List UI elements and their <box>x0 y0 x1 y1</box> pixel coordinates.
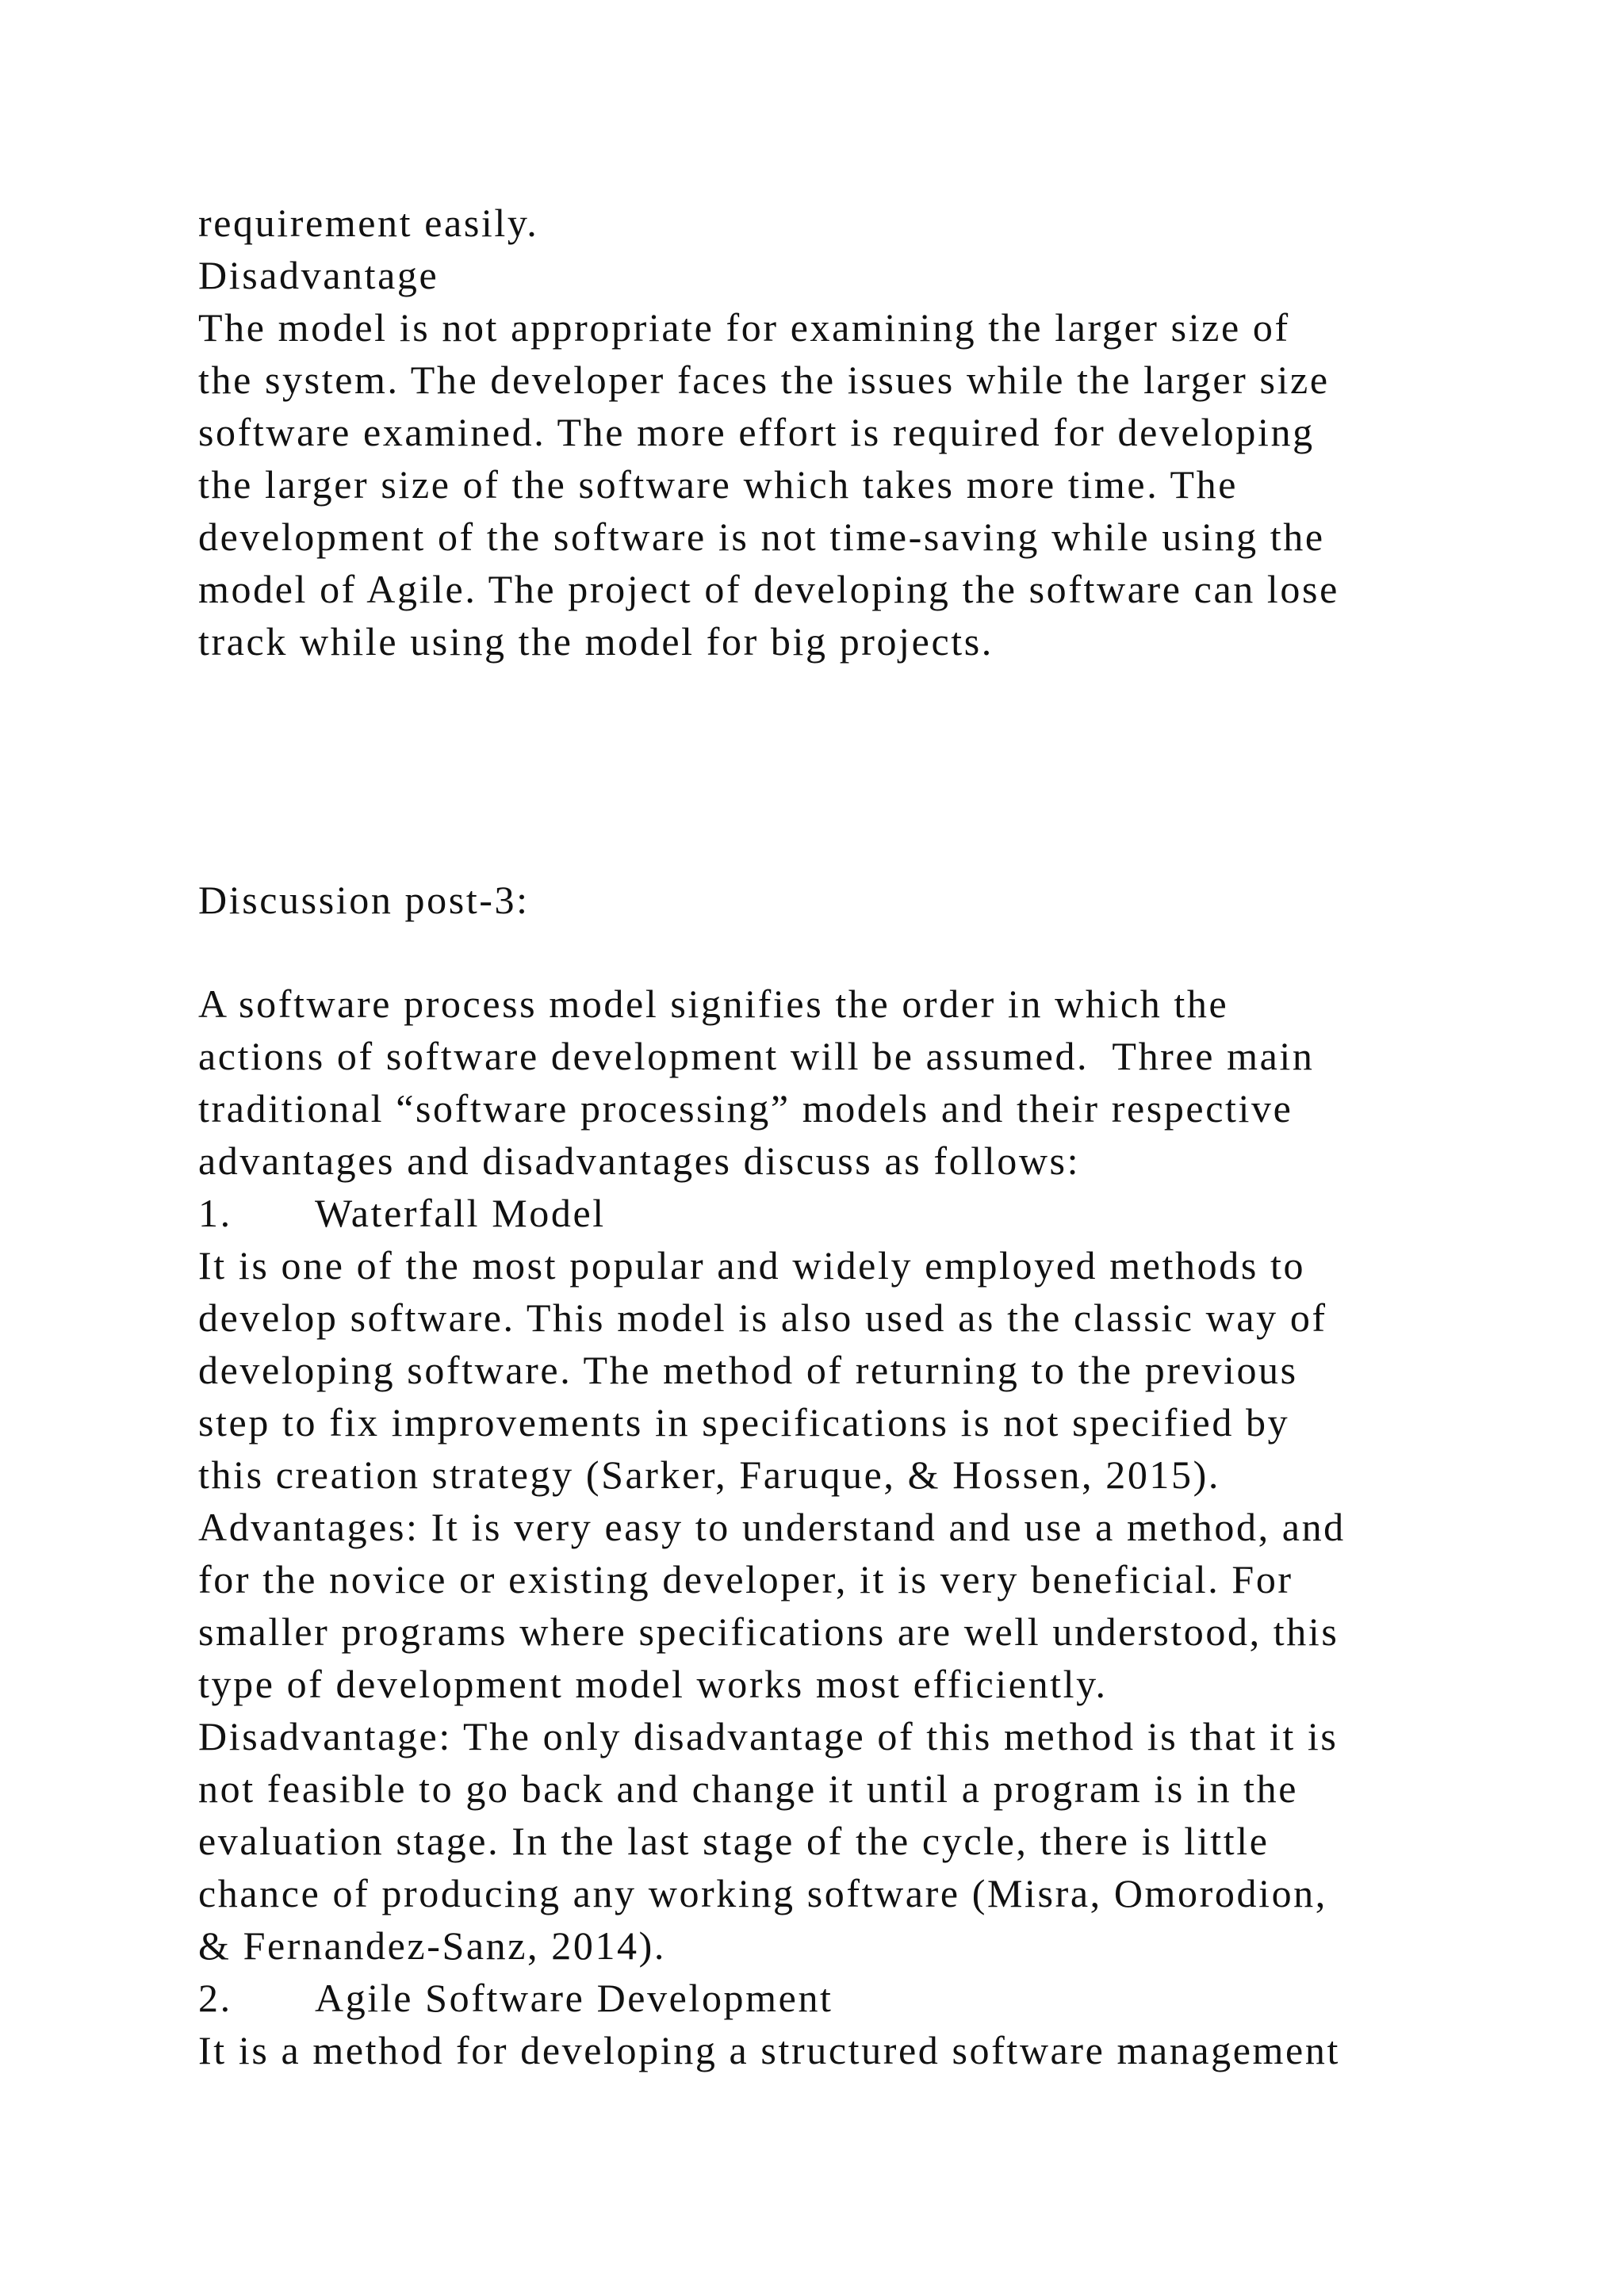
list-item-title: Waterfall Model <box>315 1191 606 1235</box>
text-line: Advantages: It is very easy to understand and use a method, and <box>198 1505 1346 1549</box>
text-line: & Fernandez-Sanz, 2014). <box>198 1923 667 1968</box>
intro-line: advantages and disadvantages discuss as follows: <box>198 1138 1081 1183</box>
list-item-title: Agile Software Development <box>315 1976 833 2020</box>
text-line: evaluation stage. In the last stage of the cycle, there is little <box>198 1819 1270 1863</box>
continuation-paragraph <box>198 197 1499 668</box>
text-line: Disadvantage: The only disadvantage of this method is that it is <box>198 1714 1339 1758</box>
text-line: model of Agile. The project of developing the software can lose <box>198 567 1339 611</box>
text-line: The model is not appropriate for examining the larger size of <box>198 305 1290 350</box>
text-line: software examined. The more effort is required for developing <box>198 410 1315 454</box>
list-item-number: 1. <box>198 1191 232 1235</box>
text-line: type of development model works most efficiently. <box>198 1662 1108 1706</box>
text-line: requirement easily. <box>198 201 539 245</box>
list-item-number: 2. <box>198 1976 232 2020</box>
text-line: smaller programs where specifications are well understood, this <box>198 1609 1339 1654</box>
text-line: the system. The developer faces the issues while the larger size <box>198 358 1330 402</box>
discussion-heading: Discussion post-3: <box>198 878 530 922</box>
text-line: It is one of the most popular and widely employed methods to <box>198 1243 1306 1288</box>
intro-line: actions of software development will be assumed. Three main <box>198 1034 1315 1078</box>
text-line: this creation strategy (Sarker, Faruque, & Hossen, 2015). <box>198 1452 1220 1497</box>
section-label-disadvantage: Disadvantage <box>198 253 439 297</box>
text-line: not feasible to go back and change it until a program is in the <box>198 1766 1299 1811</box>
text-line: the larger size of the software which takes more time. The <box>198 462 1239 507</box>
text-line: It is a method for developing a structured software management <box>198 2028 1340 2072</box>
text-line: developing software. The method of returning to the previous <box>198 1348 1298 1392</box>
list-item-waterfall <box>198 1187 1499 1239</box>
text-line: development of the software is not time-saving while using the <box>198 515 1325 559</box>
text-line: step to fix improvements in specifications is not specified by <box>198 1400 1290 1445</box>
discussion-heading-block <box>198 874 1499 926</box>
text-line: chance of producing any working software (Misra, Omorodion, <box>198 1871 1327 1915</box>
intro-line: traditional “software processing” models and their respective <box>198 1086 1293 1131</box>
text-line: track while using the model for big projects. <box>198 619 994 664</box>
text-line: develop software. This model is also used as the classic way of <box>198 1295 1327 1340</box>
list-item-agile <box>198 1972 1499 2024</box>
text-line: for the novice or existing developer, it is very beneficial. For <box>198 1557 1293 1601</box>
discussion-body <box>198 978 1499 2076</box>
intro-line: A software process model signifies the order in which the <box>198 982 1229 1026</box>
